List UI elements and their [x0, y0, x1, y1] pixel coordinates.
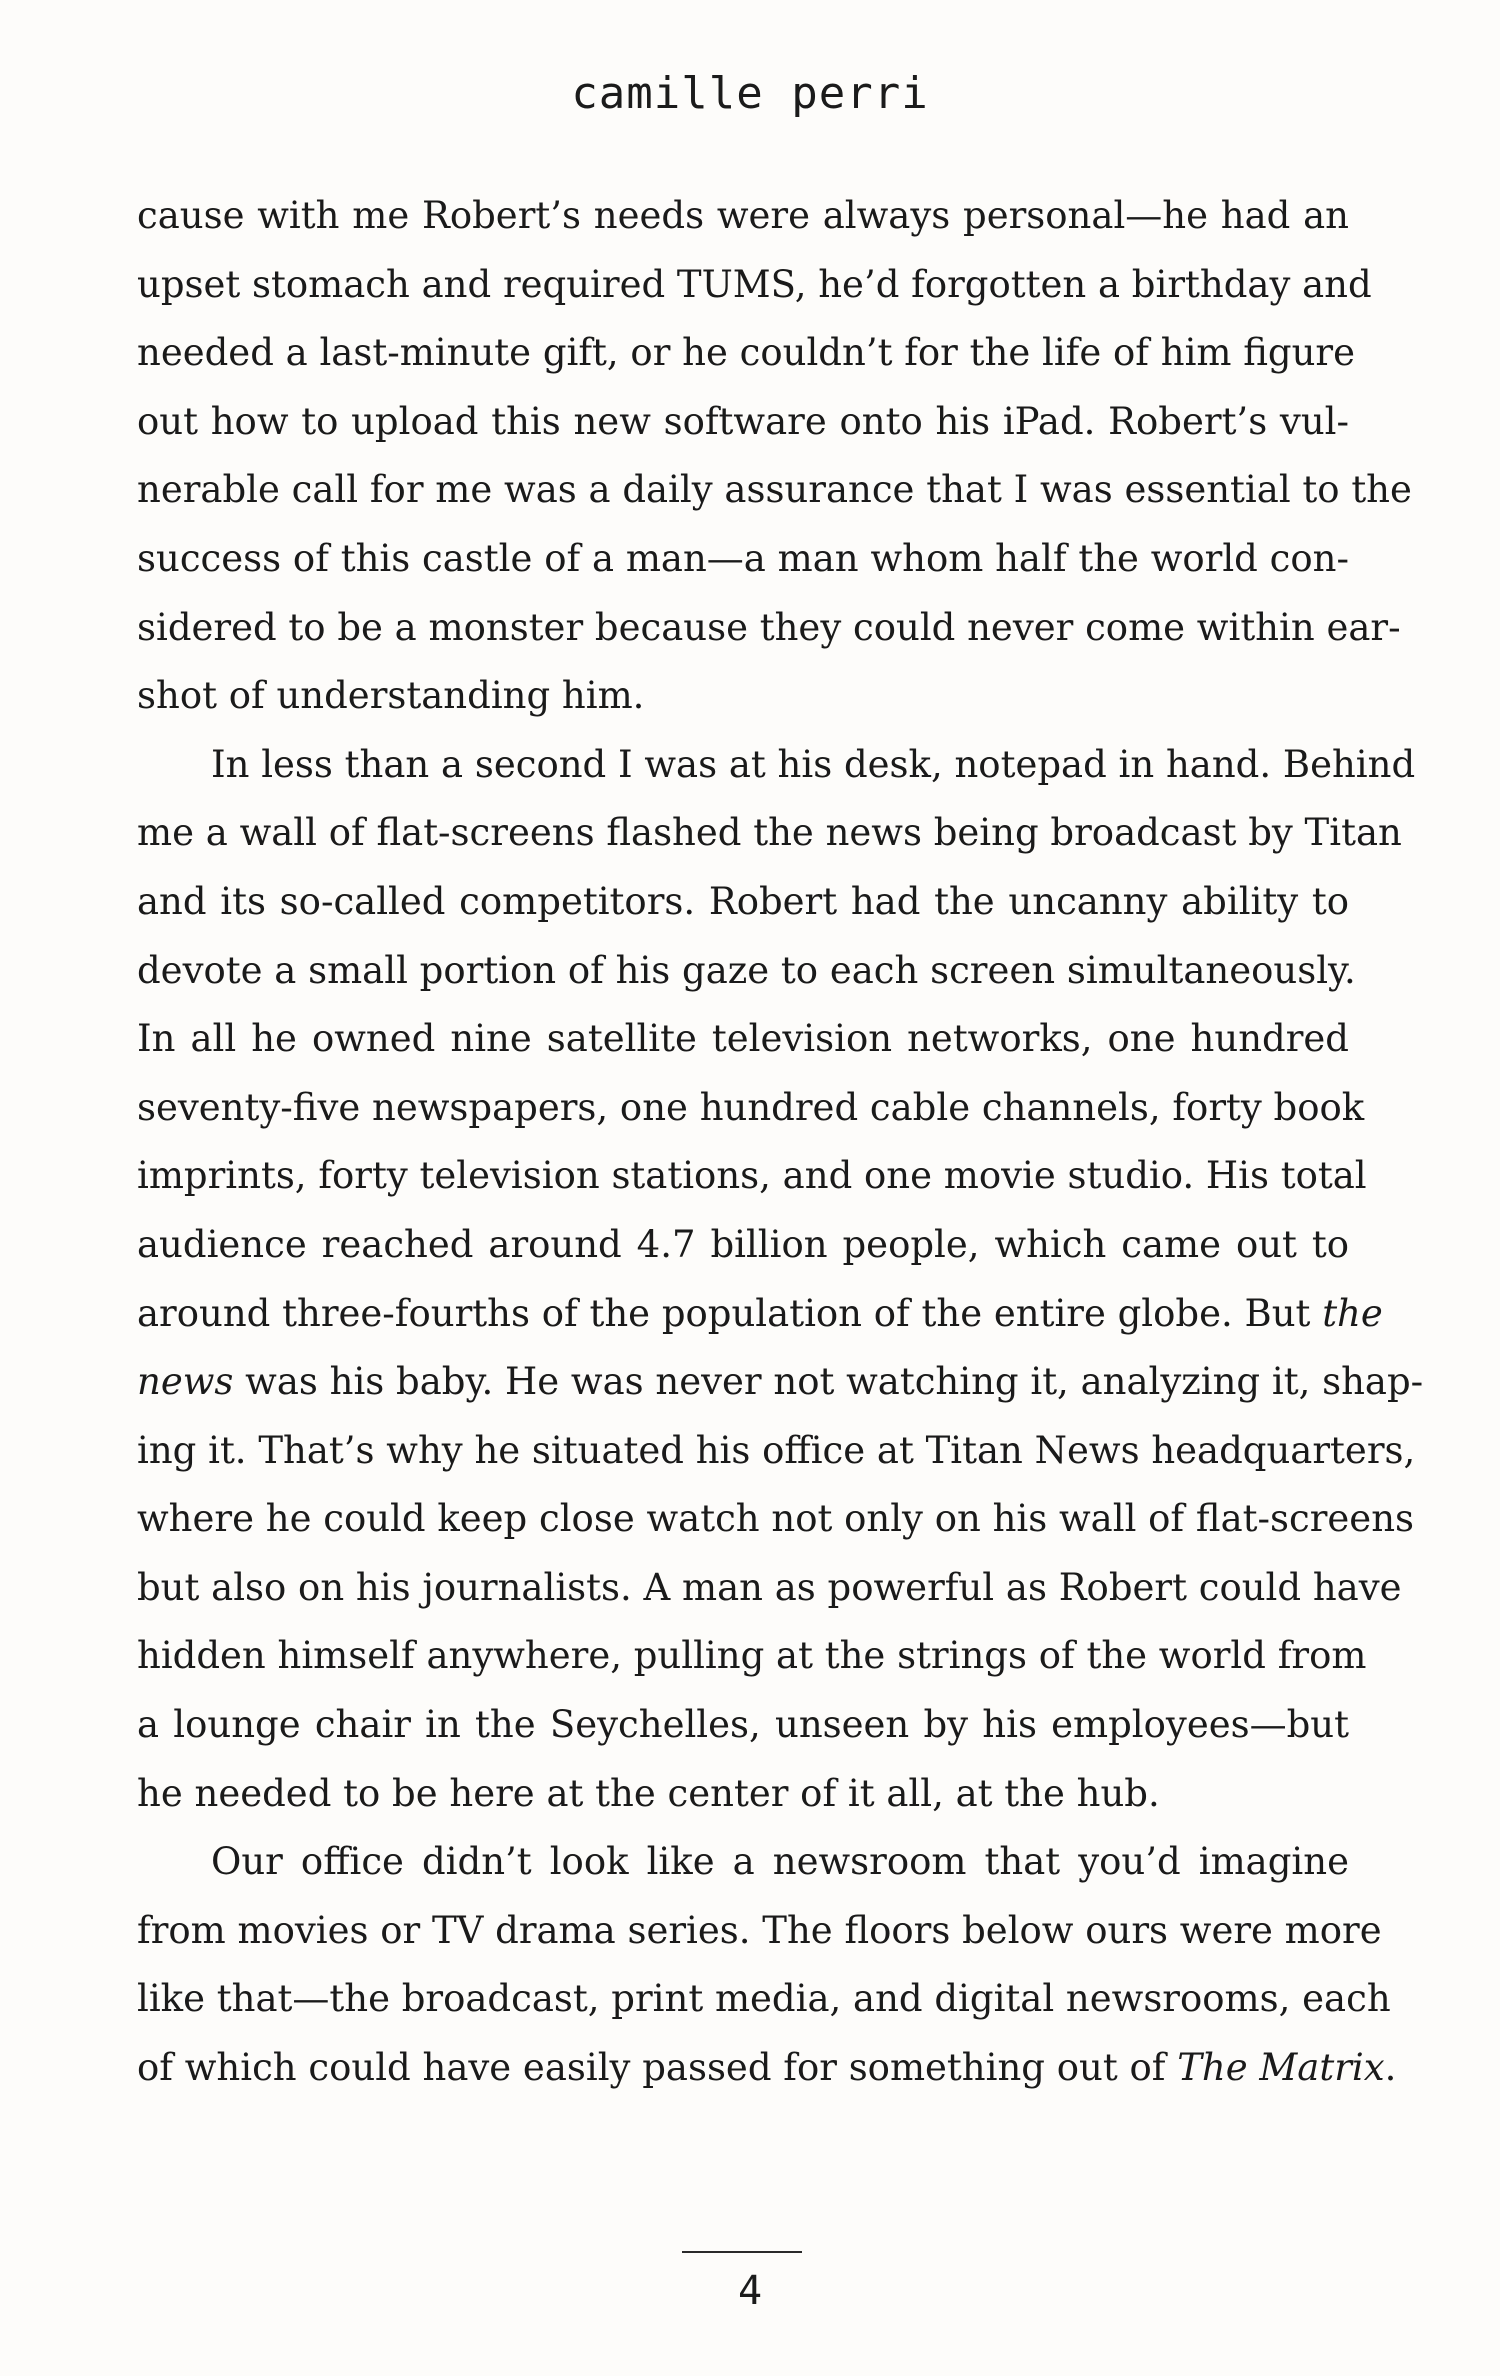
text-line: from movies or TV drama series. The floors below ours were more [137, 1908, 1382, 1952]
text-line: In less than a second I was at his desk, notepad in hand. Behind [211, 742, 1416, 786]
italic-phrase: The Matrix [1177, 2046, 1385, 2090]
text-line: he needed to be here at the center of it all, at the hub. [137, 1771, 1160, 1815]
text-line: of which could have easily passed for something out of The Matrix. [137, 2046, 1397, 2090]
folio-rule [682, 2251, 802, 2253]
italic-phrase: news [137, 1360, 234, 1404]
running-head: camille perri [571, 68, 929, 119]
text-line: news was his baby. He was never not watching it, analyzing it, shap- [137, 1360, 1424, 1404]
text-line: upset stomach and required TUMS, he’d forgotten a birthday and [137, 262, 1372, 306]
text-line: needed a last-minute gift, or he couldn’t for the life of him figure [137, 331, 1356, 375]
page-number: 4 [737, 2268, 763, 2314]
text-line: ing it. That’s why he situated his office at Titan News headquarters, [137, 1428, 1416, 1472]
text-line: nerable call for me was a daily assurance that I was essential to the [137, 468, 1412, 512]
text-line: hidden himself anywhere, pulling at the strings of the world from [137, 1634, 1367, 1678]
text-line: devote a small portion of his gaze to each screen simultaneously. [137, 948, 1356, 992]
text-line: out how to upload this new software onto his iPad. Robert’s vul- [137, 399, 1349, 443]
text-line: imprints, forty television stations, and one movie studio. His total [137, 1154, 1367, 1198]
text-line: success of this castle of a man—a man whom half the world con- [137, 536, 1349, 580]
italic-phrase: the [1322, 1291, 1383, 1335]
text-line: but also on his journalists. A man as powerful as Robert could have [137, 1565, 1402, 1609]
text-line: shot of understanding him. [137, 674, 645, 718]
body-text [137, 182, 1424, 2103]
text-line: where he could keep close watch not only on his wall of flat-screens [137, 1497, 1415, 1541]
text-line: sidered to be a monster because they could never come within ear- [137, 605, 1401, 649]
text-line: a lounge chair in the Seychelles, unseen by his employees—but [137, 1703, 1349, 1747]
text-line: around three-fourths of the population of the entire globe. But the [137, 1291, 1383, 1335]
text-line: like that—the broadcast, print media, and digital newsrooms, each [137, 1977, 1391, 2021]
text-line: In all he owned nine satellite television networks, one hundred [137, 1017, 1349, 1061]
text-line: audience reached around 4.7 billion people, which came out to [137, 1222, 1349, 1266]
text-line: cause with me Robert’s needs were always personal—he had an [137, 194, 1349, 237]
text-line: and its so-called competitors. Robert had the uncanny ability to [137, 879, 1349, 923]
text-line: seventy-five newspapers, one hundred cable channels, forty book [137, 1085, 1365, 1129]
text-line: Our office didn’t look like a newsroom that you’d imagine [211, 1840, 1349, 1884]
text-line: me a wall of flat-screens flashed the news being broadcast by Titan [137, 811, 1402, 855]
